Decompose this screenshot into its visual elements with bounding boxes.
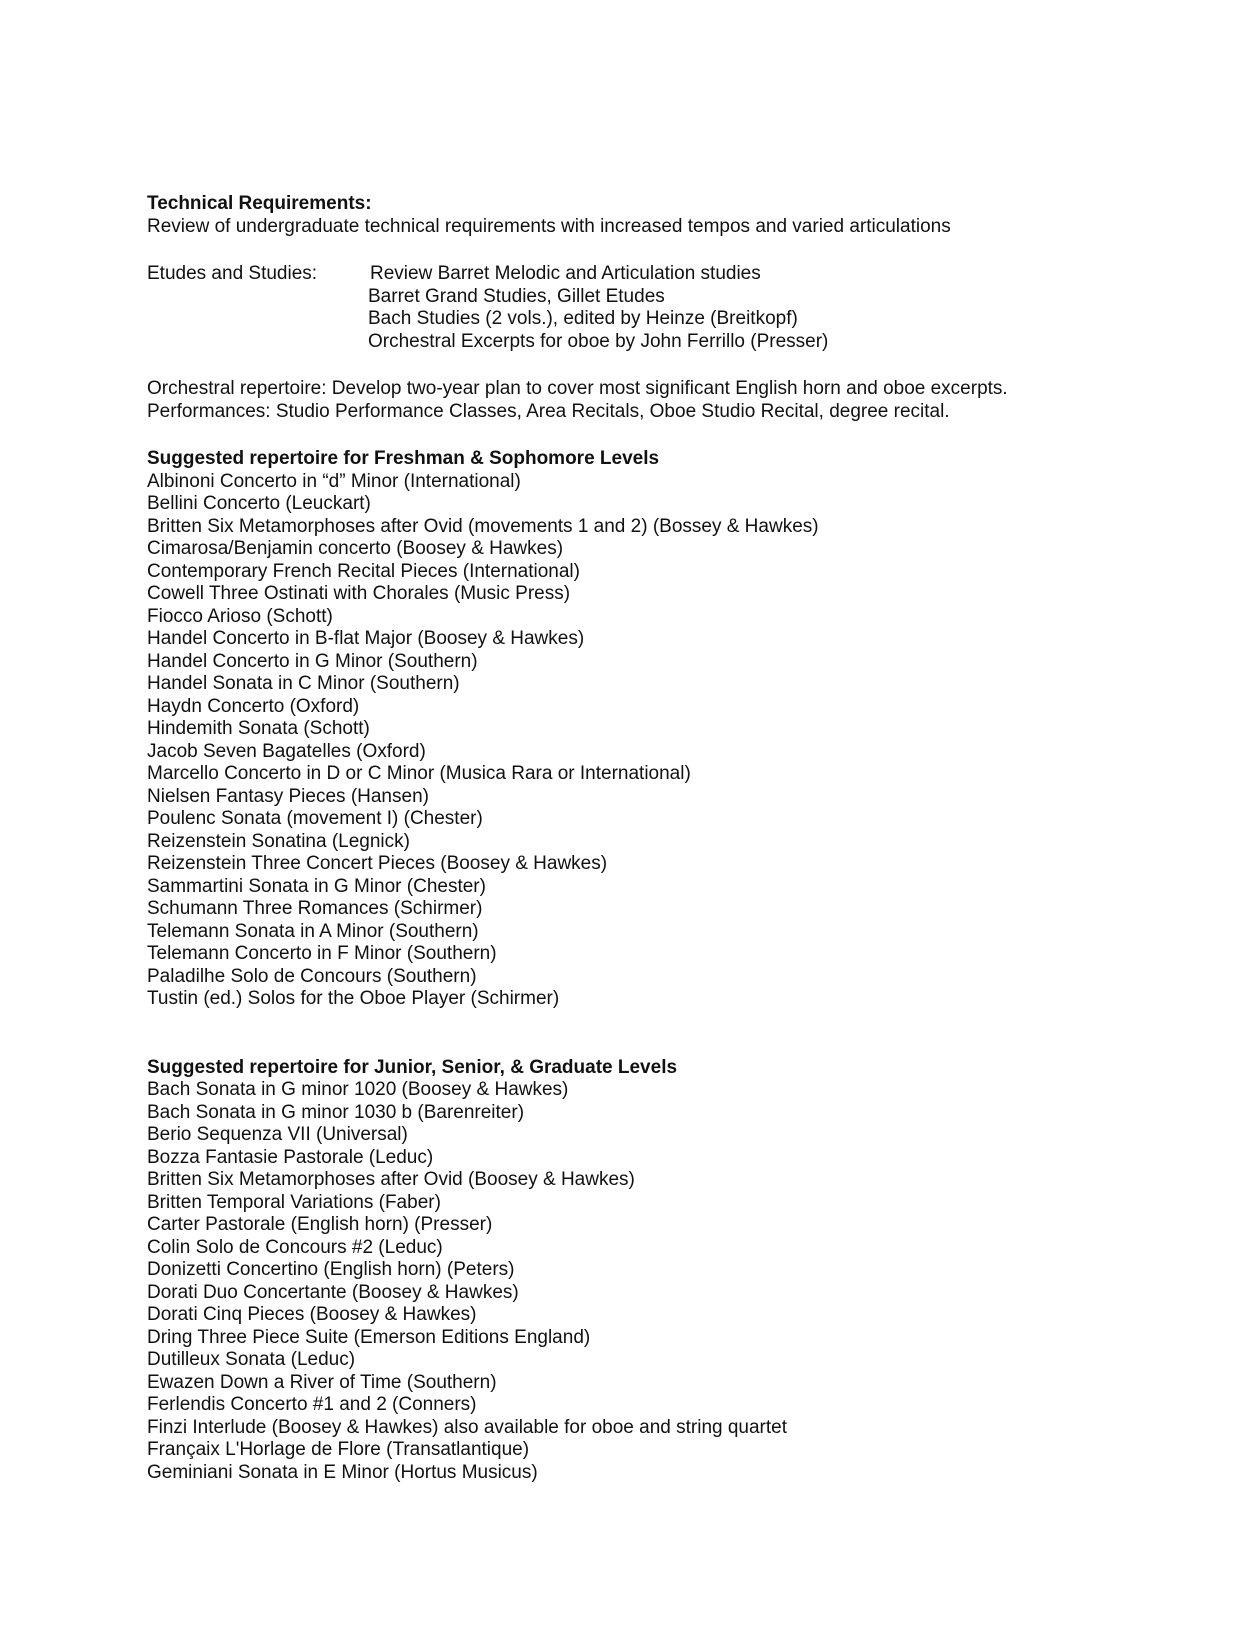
etude-item: Barret Grand Studies, Gillet Etudes — [368, 285, 665, 307]
repertoire-item: Finzi Interlude (Boosey & Hawkes) also available for oboe and string quartet — [147, 1416, 788, 1438]
repertoire-item: Handel Sonata in C Minor (Southern) — [147, 673, 460, 694]
repertoire-item: Fiocco Arioso (Schott) — [147, 605, 333, 627]
spacer — [147, 353, 1147, 378]
repertoire-item: Donizetti Concertino (English horn) (Peters) — [147, 1259, 515, 1280]
repertoire-item: Telemann Concerto in F Minor (Southern) — [147, 943, 497, 964]
repertoire-item: Hindemith Sonata (Schott) — [147, 718, 370, 739]
performances-text: Performances: Studio Performance Classes, Area Recitals, Oboe Studio Recital, degree recital. — [147, 400, 950, 422]
repertoire-item: Bach Sonata in G minor 1020 (Boosey & Hawkes) — [147, 1079, 569, 1100]
document-page — [147, 193, 1147, 1484]
repertoire-item: Telemann Sonata in A Minor (Southern) — [147, 920, 479, 942]
technical-requirements-text: Review of undergraduate technical requirements with increased tempos and varied articulations — [147, 215, 951, 237]
spacer — [147, 238, 1147, 263]
repertoire-item: Colin Solo de Concours #2 (Leduc) — [147, 1236, 443, 1258]
etude-item: Review Barret Melodic and Articulation studies — [370, 263, 761, 284]
repertoire-item: Cowell Three Ostinati with Chorales (Music Press) — [147, 583, 571, 604]
repertoire-item: Handel Concerto in G Minor (Southern) — [147, 650, 478, 672]
repertoire-item: Reizenstein Three Concert Pieces (Boosey & Hawkes) — [147, 853, 608, 874]
repertoire-item: Bellini Concerto (Leuckart) — [147, 493, 371, 514]
etude-item: Orchestral Excerpts for oboe by John Ferrillo (Presser) — [368, 330, 829, 352]
repertoire-item: Haydn Concerto (Oxford) — [147, 695, 360, 717]
spacer — [147, 1011, 1147, 1057]
repertoire-item: Britten Six Metamorphoses after Ovid (Boosey & Hawkes) — [147, 1169, 635, 1190]
repertoire-item: Dutilleux Sonata (Leduc) — [147, 1349, 356, 1370]
repertoire-item: Dring Three Piece Suite (Emerson Editions England) — [147, 1326, 591, 1348]
freshman-sophomore-heading: Suggested repertoire for Freshman & Sophomore Levels — [147, 448, 660, 469]
etudes-section — [147, 263, 1147, 353]
repertoire-item: Britten Six Metamorphoses after Ovid (movements 1 and 2) (Bossey & Hawkes) — [147, 515, 819, 537]
etudes-label: Etudes and Studies: — [147, 263, 318, 284]
etude-item: Bach Studies (2 vols.), edited by Heinze (Breitkopf) — [368, 308, 798, 329]
spacer — [147, 423, 1147, 448]
etudes-list — [368, 263, 828, 353]
repertoire-item: Tustin (ed.) Solos for the Oboe Player (Schirmer) — [147, 988, 560, 1009]
orchestral-repertoire-text: Orchestral repertoire: Develop two-year plan to cover most significant English horn and oboe excerpts. — [147, 378, 1008, 399]
repertoire-item: Sammartini Sonata in G Minor (Chester) — [147, 875, 486, 897]
repertoire-item: Françaix L'Horlage de Flore (Transatlantique) — [147, 1439, 530, 1460]
repertoire-item: Dorati Cinq Pieces (Boosey & Hawkes) — [147, 1304, 477, 1325]
repertoire-item: Geminiani Sonata in E Minor (Hortus Musicus) — [147, 1461, 538, 1483]
repertoire-item: Cimarosa/Benjamin concerto (Boosey & Hawkes) — [147, 538, 564, 559]
junior-senior-graduate-list — [147, 1079, 1147, 1484]
repertoire-item: Jacob Seven Bagatelles (Oxford) — [147, 740, 426, 762]
repertoire-item: Carter Pastorale (English horn) (Presser) — [147, 1214, 493, 1235]
technical-requirements-heading: Technical Requirements: — [147, 193, 372, 214]
repertoire-item: Reizenstein Sonatina (Legnick) — [147, 830, 410, 852]
repertoire-item: Britten Temporal Variations (Faber) — [147, 1191, 441, 1213]
freshman-sophomore-list — [147, 471, 1147, 1011]
repertoire-item: Poulenc Sonata (movement I) (Chester) — [147, 808, 483, 829]
repertoire-item: Ferlendis Concerto #1 and 2 (Conners) — [147, 1394, 477, 1415]
repertoire-item: Marcello Concerto in D or C Minor (Musica Rara or International) — [147, 763, 691, 784]
repertoire-item: Contemporary French Recital Pieces (International) — [147, 560, 580, 582]
repertoire-item: Handel Concerto in B-flat Major (Boosey & Hawkes) — [147, 628, 585, 649]
repertoire-item: Albinoni Concerto in “d” Minor (International) — [147, 470, 521, 492]
repertoire-item: Ewazen Down a River of Time (Southern) — [147, 1371, 497, 1393]
repertoire-item: Dorati Duo Concertante (Boosey & Hawkes) — [147, 1281, 519, 1303]
repertoire-item: Bach Sonata in G minor 1030 b (Barenreiter) — [147, 1101, 525, 1123]
repertoire-item: Bozza Fantasie Pastorale (Leduc) — [147, 1146, 434, 1168]
repertoire-item: Schumann Three Romances (Schirmer) — [147, 898, 483, 919]
repertoire-item: Nielsen Fantasy Pieces (Hansen) — [147, 785, 429, 807]
repertoire-item: Paladilhe Solo de Concours (Southern) — [147, 965, 477, 987]
repertoire-item: Berio Sequenza VII (Universal) — [147, 1124, 408, 1145]
junior-senior-graduate-heading: Suggested repertoire for Junior, Senior, & Graduate Levels — [147, 1056, 678, 1078]
